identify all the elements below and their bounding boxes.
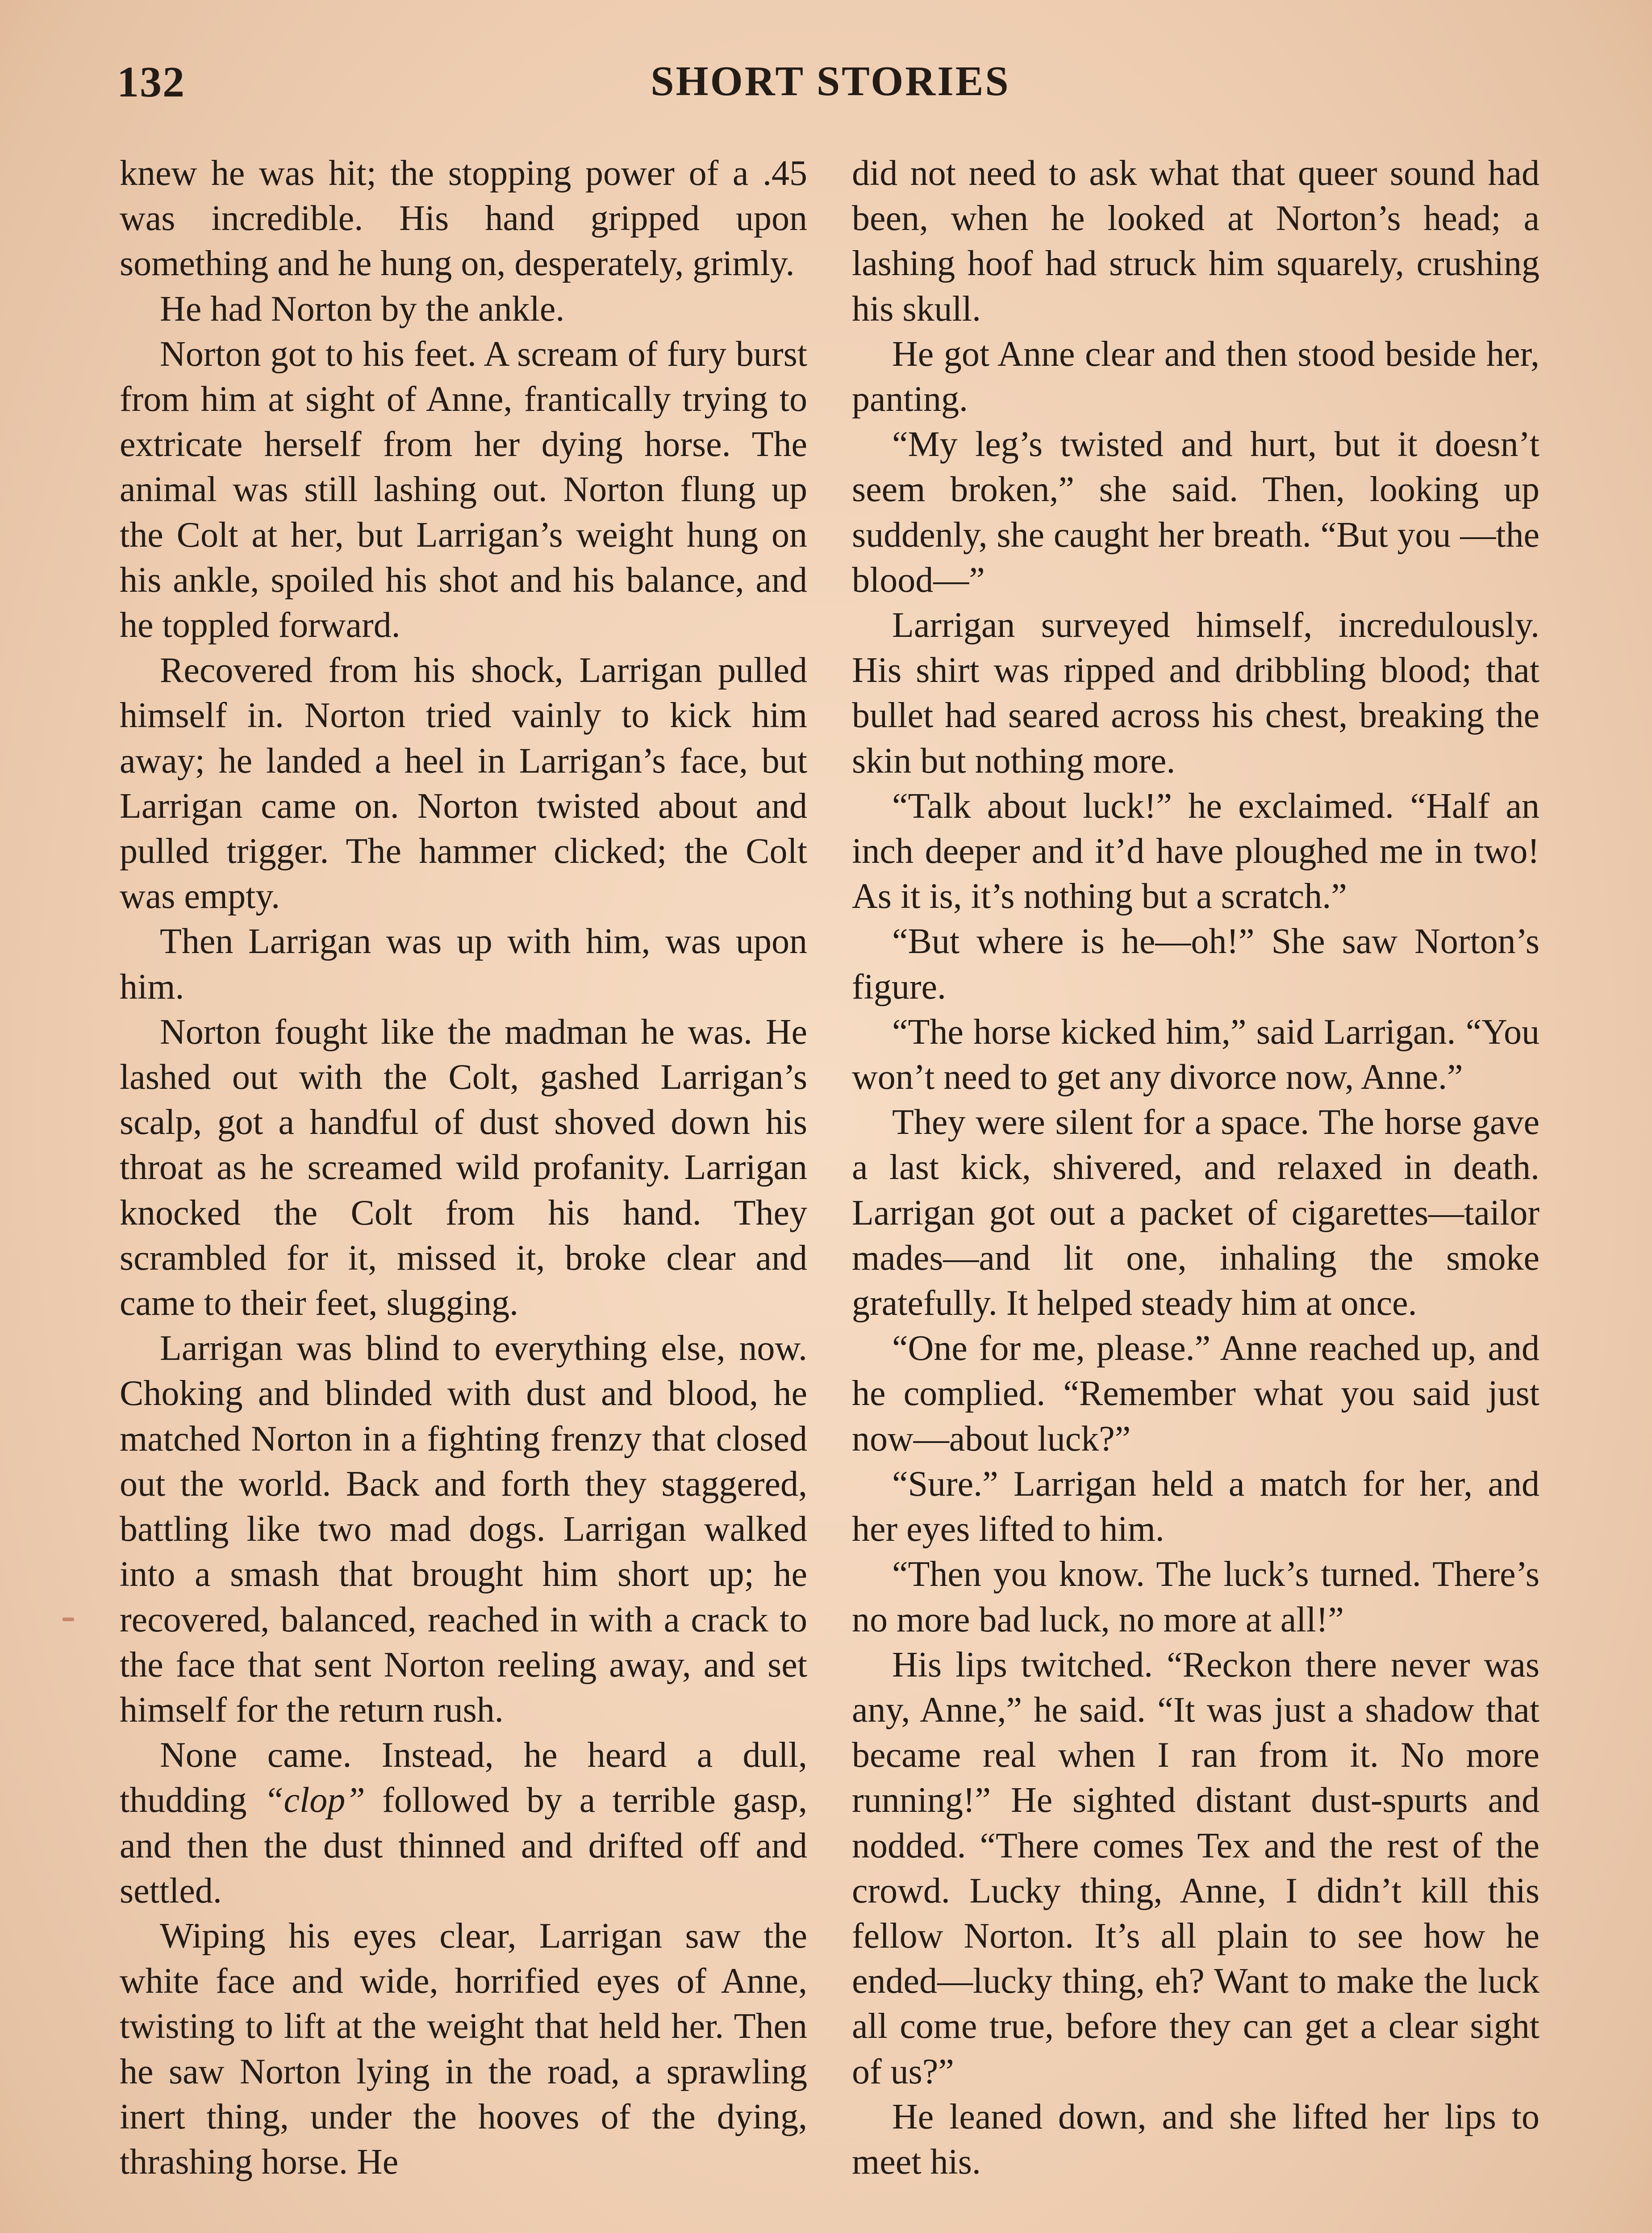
paragraph: He got Anne clear and then stood beside her, panting. [852,334,1539,419]
paragraph: Then Larrigan was up with him, was upon him. [120,922,807,1007]
paragraph: His lips twitched. “Reckon there never was any, Anne,” he said. “It was just a shadow that became real when I ran from it. No more running!” He sighted distant dust-spurts and nodded. “There comes Tex and the rest of the crowd. Lucky thing, Anne, I didn’t kill this fellow Norton. It’s all plain to see how he ended—lucky thing, eh? Want to make the luck all come true, before they can get a clear sight of us?” [852,1645,1539,2091]
paragraph: “Then you know. The luck’s turned. There’s no more bad luck, no more at all!” [852,1555,1539,1639]
paragraph: Larrigan was blind to everything else, now. Choking and blinded with dust and blood, he matched Norton in a fighting frenzy that closed out the world. Back and forth they staggered, battling like two mad dogs. Larrigan walked into a smash that brought him short up; he recovered, balanced, reached in with a crack to the face that sent Norton reeling away, and set himself for the return rush. [120,1329,807,1730]
paragraph-with-italic [120,1733,807,1914]
paragraph: Recovered from his shock, Larrigan pulled himself in. Norton tried vainly to kick him away; he landed a heel in Larrigan’s face, but Larrigan came on. Norton twisted about and pulled trigger. The hammer clicked; the Colt was empty. [120,651,807,916]
paragraph: “One for me, please.” Anne reached up, and he complied. “Remember what you said just now—about luck?” [852,1329,1539,1459]
italic-sound-word: “clop” [264,1781,365,1820]
paragraph: Norton fought like the madman he was. He lashed out with the Colt, gashed Larrigan’s scalp, got a handful of dust shoved down his throat as he screamed wild profanity. Larrigan knocked the Colt from his hand. They scrambled for it, missed it, broke clear and came to their feet, slugging. [120,1012,807,1323]
paragraph: “Talk about luck!” he exclaimed. “Half an inch deeper and it’d have ploughed me in two! As it is, it’s nothing but a scratch.” [852,786,1539,916]
right-text-column [852,151,1539,2185]
paragraph: knew he was hit; the stopping power of a .45 was incredible. His hand gripped upon something and he hung on, desperately, grimly. [120,154,807,284]
paragraph: Larrigan surveyed himself, incredulously. His shirt was ripped and dribbling blood; that bullet had seared across his chest, breaking the skin but nothing more. [852,606,1539,781]
paragraph: Norton got to his feet. A scream of fury burst from him at sight of Anne, frantically trying to extricate herself from her dying horse. The animal was still lashing out. Norton flung up the Colt at her, but Larrigan’s weight hung on his ankle, spoiled his shot and his balance, and he toppled forward. [120,334,807,645]
margin-mark [63,1618,74,1621]
paragraph-text: None came. Instead, he heard a dull, thudding [120,1735,807,1820]
running-title: SHORT STORIES [651,58,1010,105]
paragraph: Wiping his eyes clear, Larrigan saw the white face and wide, horrified eyes of Anne, twisting to lift at the weight that held her. Then he saw Norton lying in the road, a sprawling inert thing, under the hooves of the dying, thrashing horse. He [120,1916,807,2182]
paragraph: “But where is he—oh!” She saw Norton’s figure. [852,922,1539,1007]
paragraph: did not need to ask what that queer sound had been, when he looked at Norton’s head; a lashing hoof had struck him squarely, crushing his skull. [852,154,1539,329]
page-number: 132 [117,58,185,106]
paragraph: “Sure.” Larrigan held a match for her, and her eyes lifted to him. [852,1464,1539,1549]
left-text-column [120,151,807,2185]
paragraph: “My leg’s twisted and hurt, but it doesn’t seem broken,” she said. Then, looking up suddenly, she caught her breath. “But you —the blood—” [852,425,1539,600]
paragraph: “The horse kicked him,” said Larrigan. “You won’t need to get any divorce now, Anne.” [852,1012,1539,1097]
paragraph-text: followed by a terrible gasp, and then the dust thinned and drifted off and settled. [120,1781,808,1911]
paragraph: He had Norton by the ankle. [160,289,565,329]
paragraph: He leaned down, and she lifted her lips to meet his. [852,2097,1539,2182]
paragraph: They were silent for a space. The horse gave a last kick, shivered, and relaxed in death. Larrigan got out a packet of cigarettes—tailor mades—and lit one, inhaling the smoke gratefully. It helped steady him at once. [852,1103,1539,1323]
